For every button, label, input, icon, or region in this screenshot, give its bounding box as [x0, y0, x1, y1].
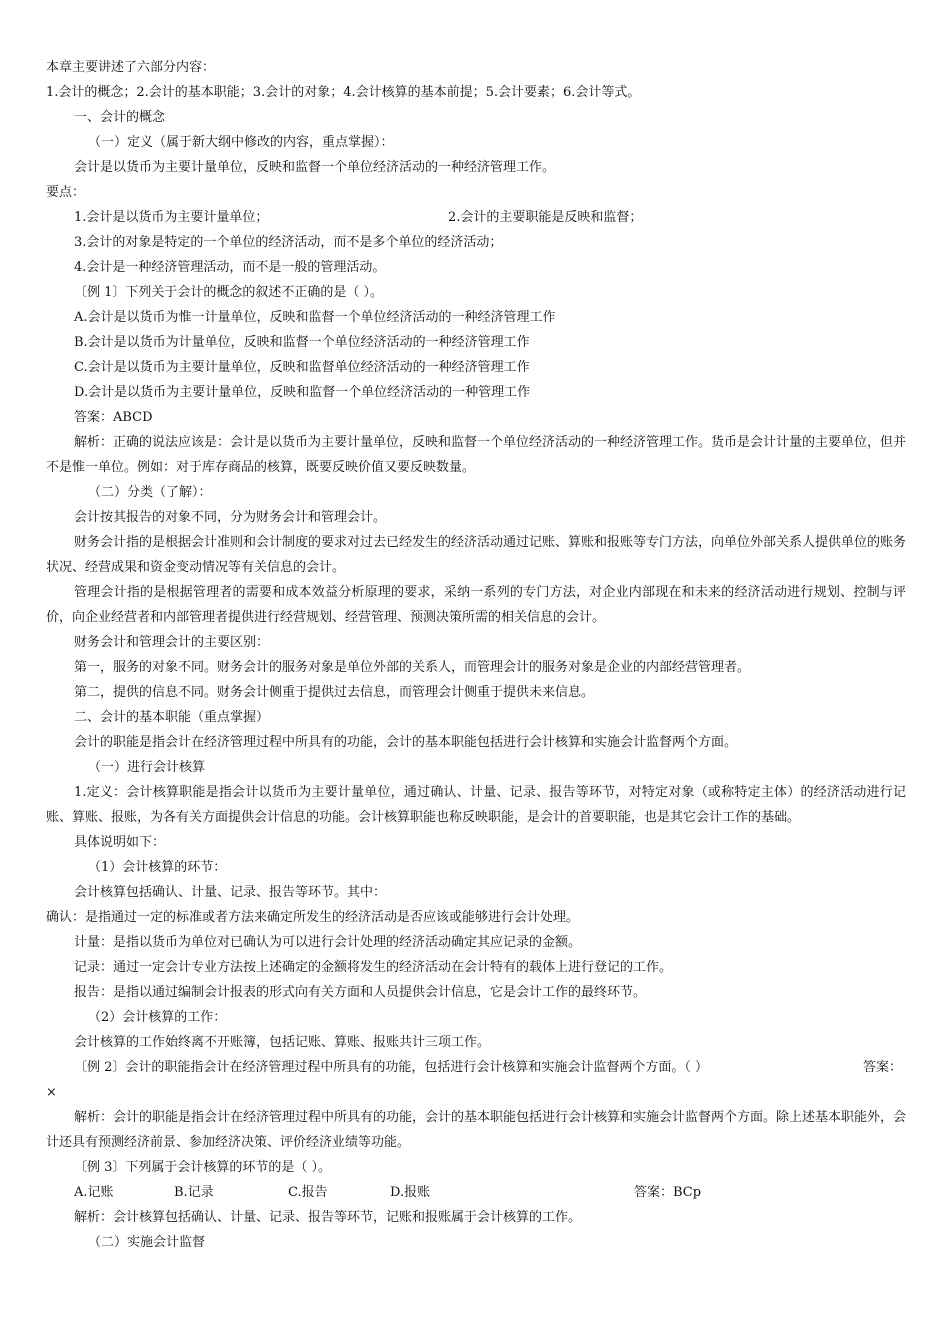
example-3-answer: 答案：BCp — [634, 1185, 702, 1200]
example-2-question: 〔例 2〕会计的职能指会计在经济管理过程中所具有的功能，包括进行会计核算和实施会计监督两个方面。（ ） — [74, 1060, 709, 1075]
example-1-option-d: D.会计是以货币为主要计量单位，反映和监督一个单位经济活动的一种管理工作 — [74, 385, 531, 400]
section-2-title: 二、会计的基本职能（重点掌握） — [74, 710, 270, 725]
accounting-heading: （一）进行会计核算 — [88, 760, 206, 775]
document-body — [46, 55, 906, 1255]
example-1-question: 〔例 1〕下列关于会计的概念的叙述不正确的是（ ）。 — [74, 285, 384, 300]
accounting-definition: 1.定义：会计核算职能是指会计以货币为主要计量单位，通过确认、计量、记录、报告等环节，对特定对象（或称特定主体）的经济活动进行记账、算账、报账，为各有关方面提供会计信息的功能。会计核算职能也称反映职能，是会计的首要职能，也是其它会计工作的基础。 — [46, 785, 906, 825]
chapter-overview: 1.会计的概念；2.会计的基本职能；3.会计的对象；4.会计核算的基本前提；5.会计要素；6.会计等式。 — [46, 85, 641, 100]
difference-heading: 财务会计和管理会计的主要区别： — [74, 635, 270, 650]
accounting-links-text: 会计核算包括确认、计量、记录、报告等环节。其中： — [74, 885, 387, 900]
definition-text: 会计是以货币为主要计量单位，反映和监督一个单位经济活动的一种经济管理工作。 — [74, 160, 556, 175]
example-2-question-row — [46, 1055, 906, 1080]
functions-intro: 会计的职能是指会计在经济管理过程中所具有的功能，会计的基本职能包括进行会计核算和实施会计监督两个方面。 — [74, 735, 738, 750]
accounting-work-text: 会计核算的工作始终离不开账簿，包括记账、算账、报账共计三项工作。 — [74, 1035, 491, 1050]
example-1-answer: 答案：ABCD — [74, 410, 153, 425]
classification-text: 会计按其报告的对象不同，分为财务会计和管理会计。 — [74, 510, 387, 525]
classification-heading: （二）分类（了解）： — [88, 485, 212, 500]
example-1-option-a: A.会计是以货币为惟一计量单位，反映和监督一个单位经济活动的一种经济管理工作 — [74, 310, 556, 325]
accounting-links-heading: （1）会计核算的环节： — [88, 860, 227, 875]
financial-accounting-paragraph: 财务会计指的是根据会计准则和会计制度的要求对过去已经发生的经济活动通过记账、算账和报账等专门方法，向单位外部关系人提供单位的账务状况、经营成果和资金变动情况等有关信息的会计。 — [46, 535, 907, 575]
example-3-question: 〔例 3〕下列属于会计核算的环节的是（ ）。 — [74, 1160, 332, 1175]
confirm-definition: 确认：是指通过一定的标准或者方法来确定所发生的经济活动是否应该或能够进行会计处理。 — [46, 910, 580, 925]
definition-heading: （一）定义（属于新大纲中修改的内容，重点掌握）： — [88, 135, 394, 150]
record-definition: 记录：通过一定会计专业方法按上述确定的金额将发生的经济活动在会计特有的载体上进行登记的工作。 — [74, 960, 673, 975]
example-3-option-b: B.记录 — [174, 1185, 214, 1200]
report-definition: 报告：是指以通过编制会计报表的形式向有关方面和人员提供会计信息，它是会计工作的最终环节。 — [74, 985, 647, 1000]
difference-2: 第二，提供的信息不同。财务会计侧重于提供过去信息，而管理会计侧重于提供未来信息。 — [74, 685, 595, 700]
difference-1: 第一，服务的对象不同。财务会计的服务对象是单位外部的关系人，而管理会计的服务对象是企业的内部经营管理者。 — [74, 660, 751, 675]
example-2-answer: × — [46, 1085, 57, 1100]
section-1-title: 一、会计的概念 — [74, 110, 166, 125]
example-3-options-row — [46, 1180, 906, 1205]
example-1-option-c: C.会计是以货币为主要计量单位，反映和监督单位经济活动的一种经济管理工作 — [74, 360, 530, 375]
supervision-heading: （二）实施会计监督 — [88, 1235, 206, 1250]
example-3-option-d: D.报账 — [390, 1185, 431, 1200]
example-2-explanation: 解析：会计的职能是指会计在经济管理过程中所具有的功能，会计的基本职能包括进行会计核算和实施会计监督两个方面。除上述基本职能外，会计还具有预测经济前景、参加经济决策、评价经济业绩等功能。 — [46, 1110, 907, 1150]
management-accounting-paragraph: 管理会计指的是根据管理者的需要和成本效益分析原理的要求，采纳一系列的专门方法，对企业内部现在和未来的经济活动进行规划、控制与评价，向企业经营者和内部管理者提供进行经营规划、经营管理、预测决策所需的相关信息的会计。 — [46, 585, 906, 625]
key-points-heading: 要点： — [46, 185, 86, 200]
example-3-option-c: C.报告 — [288, 1185, 328, 1200]
key-point-1: 1.会计是以货币为主要计量单位； — [74, 210, 269, 225]
detail-heading: 具体说明如下： — [74, 835, 166, 850]
example-1-option-b: B.会计是以货币为计量单位，反映和监督一个单位经济活动的一种经济管理工作 — [74, 335, 530, 350]
example-2-answer-label: 答案： — [862, 1060, 902, 1075]
accounting-work-heading: （2）会计核算的工作： — [88, 1010, 227, 1025]
example-3-explanation: 解析：会计核算包括确认、计量、记录、报告等环节，记账和报账属于会计核算的工作。 — [74, 1210, 582, 1225]
measure-definition: 计量：是指以货币为单位对已确认为可以进行会计处理的经济活动确定其应记录的金额。 — [74, 935, 582, 950]
key-points-row — [46, 205, 906, 230]
key-point-2: 2.会计的主要职能是反映和监督； — [448, 210, 643, 225]
example-1-explanation: 解析：正确的说法应该是：会计是以货币为主要计量单位，反映和监督一个单位经济活动的一种经济管理工作。货币是会计计量的主要单位，但并不是惟一单位。例如：对于库存商品的核算，既要反映价值又要反映数量。 — [46, 435, 907, 475]
key-point-3: 3.会计的对象是特定的一个单位的经济活动，而不是多个单位的经济活动； — [74, 235, 503, 250]
key-point-4: 4.会计是一种经济管理活动，而不是一般的管理活动。 — [74, 260, 386, 275]
example-3-option-a: A.记账 — [74, 1185, 114, 1200]
chapter-intro: 本章主要讲述了六部分内容： — [46, 60, 216, 75]
